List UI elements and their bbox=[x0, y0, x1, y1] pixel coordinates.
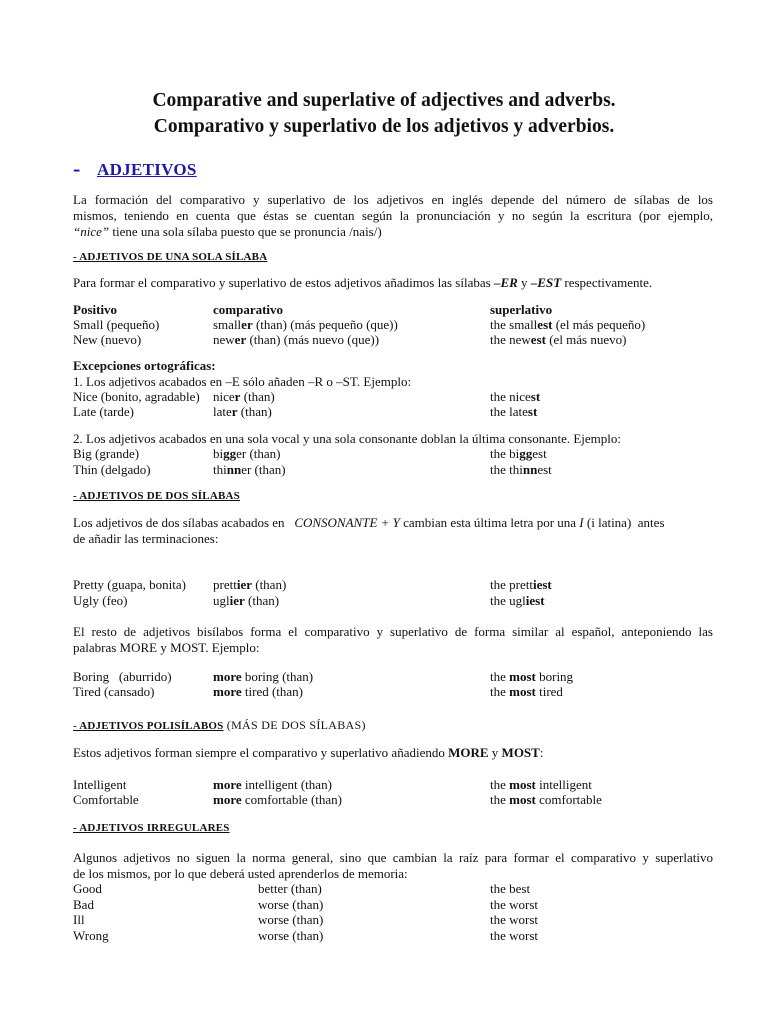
stem: thi bbox=[213, 462, 227, 477]
heading-two-syllables: - ADJETIVOS DE DOS SÍLABAS bbox=[73, 490, 240, 502]
rule-text: Los adjetivos de dos sílabas acabados en bbox=[73, 515, 295, 530]
row-new-positive: New (nuevo) bbox=[73, 332, 142, 347]
row-comfortable-superlative bbox=[490, 792, 602, 808]
stem: the small bbox=[490, 317, 538, 332]
rule-text-after: respectivamente. bbox=[561, 275, 653, 290]
suffix: ier bbox=[229, 593, 245, 608]
gloss: boring bbox=[535, 669, 574, 684]
gloss: comfortable bbox=[535, 792, 602, 807]
row-nice-positive: Nice (bonito, agradable) bbox=[73, 389, 200, 404]
intro-line-2: mismos, teniendo en cuenta que éstas se cuentan según la pronunciación y no según la escritura (por ejemplo, bbox=[73, 208, 713, 223]
doubled-consonant: gg bbox=[519, 446, 533, 461]
stem: the bi bbox=[490, 446, 520, 461]
stem: ugl bbox=[213, 593, 230, 608]
stem: the prett bbox=[490, 577, 533, 592]
rule-text: cambian esta última letra por una bbox=[399, 515, 580, 530]
suffix: er bbox=[234, 332, 247, 347]
gloss: (than) bbox=[240, 389, 275, 404]
most-word: most bbox=[509, 792, 536, 807]
row-ugly-positive: Ugly (feo) bbox=[73, 593, 128, 608]
more-word: more bbox=[213, 792, 242, 807]
title-spanish: Comparativo y superlativo de los adjetivos y adverbios. bbox=[153, 116, 615, 137]
intro-line-3 bbox=[73, 224, 713, 240]
gloss: (than) bbox=[244, 593, 280, 608]
rule-text-before: Para formar el comparativo y superlativo de estos adjetivos añadimos las sílabas bbox=[73, 275, 494, 290]
stem: the late bbox=[490, 404, 528, 419]
bisyllabic-line-2: palabras MORE y MOST. Ejemplo: bbox=[73, 640, 260, 655]
gloss: (than) bbox=[251, 577, 287, 592]
row-small-superlative bbox=[490, 317, 645, 333]
consonant-y: CONSONANTE + Y bbox=[294, 515, 400, 530]
bisyllabic-line-1: El resto de adjetivos bisílabos forma el comparativo y superlativo de forma similar al español, anteponiendo las bbox=[73, 624, 713, 639]
article: the bbox=[490, 684, 510, 699]
row-small-positive: Small (pequeño) bbox=[73, 317, 160, 332]
gloss: (than) (más nuevo (que)) bbox=[246, 332, 380, 347]
gloss: tired (than) bbox=[241, 684, 304, 699]
exception-rule-2: 2. Los adjetivos acabados en una sola vocal y una sola consonante doblan la última consonante. Ejemplo: bbox=[73, 431, 622, 446]
suffix: ier bbox=[236, 577, 252, 592]
doubled-consonant: nn bbox=[522, 462, 538, 477]
gloss: er (than) bbox=[241, 462, 286, 477]
stem: the new bbox=[490, 332, 531, 347]
most-word: most bbox=[509, 669, 536, 684]
gloss: (el más pequeño) bbox=[552, 317, 646, 332]
row-pretty-positive: Pretty (guapa, bonita) bbox=[73, 577, 186, 592]
gloss: boring (than) bbox=[241, 669, 314, 684]
suffix: est bbox=[530, 332, 546, 347]
rule-text: (i latina) antes bbox=[583, 515, 665, 530]
gloss: (el más nuevo) bbox=[545, 332, 627, 347]
polysyllabic-rule bbox=[73, 745, 543, 761]
suffix: st bbox=[527, 404, 538, 419]
stem: prett bbox=[213, 577, 237, 592]
article: the bbox=[490, 777, 510, 792]
row-good-superlative: the best bbox=[490, 881, 531, 896]
heading-exceptions: Excepciones ortográficas: bbox=[73, 358, 216, 373]
suffix: r bbox=[231, 404, 238, 419]
intro-paragraph bbox=[73, 192, 713, 240]
row-comfortable-positive: Comfortable bbox=[73, 792, 139, 807]
gloss: (than) (más pequeño (que)) bbox=[252, 317, 398, 332]
row-nice-superlative bbox=[490, 389, 540, 405]
header-superlativo: superlativo bbox=[490, 302, 553, 317]
row-tired-superlative bbox=[490, 684, 563, 700]
row-thin-comparative bbox=[213, 462, 286, 478]
heading-irregular: - ADJETIVOS IRREGULARES bbox=[73, 822, 230, 834]
article: the bbox=[490, 669, 510, 684]
row-comfortable-comparative bbox=[213, 792, 342, 808]
rule-text: Estos adjetivos forman siempre el comparativo y superlativo añadiendo bbox=[73, 745, 449, 760]
intro-line-1: La formación del comparativo y superlativo de los adjetivos en inglés depende del número de sílabas de los bbox=[73, 192, 713, 207]
one-syllable-rule bbox=[73, 275, 652, 291]
row-late-positive: Late (tarde) bbox=[73, 404, 134, 419]
stem: nice bbox=[213, 389, 235, 404]
doubled-consonant: nn bbox=[226, 462, 242, 477]
most-word: MOST bbox=[501, 745, 540, 760]
gloss: er (than) bbox=[236, 446, 281, 461]
more-word: more bbox=[213, 669, 242, 684]
row-boring-superlative bbox=[490, 669, 573, 685]
article: the bbox=[490, 792, 510, 807]
row-pretty-comparative bbox=[213, 577, 286, 593]
section-title-adjetivos: ADJETIVOS bbox=[97, 160, 197, 179]
gloss: tired bbox=[535, 684, 563, 699]
row-bad-positive: Bad bbox=[73, 897, 94, 912]
row-bad-comparative: worse (than) bbox=[258, 897, 324, 912]
row-big-positive: Big (grande) bbox=[73, 446, 140, 461]
gloss: intelligent bbox=[535, 777, 592, 792]
stem: small bbox=[213, 317, 242, 332]
row-new-comparative bbox=[213, 332, 379, 348]
row-pretty-superlative bbox=[490, 577, 552, 593]
row-intelligent-positive: Intelligent bbox=[73, 777, 127, 792]
stem: the thi bbox=[490, 462, 523, 477]
gloss: comfortable (than) bbox=[241, 792, 342, 807]
rule-and: y bbox=[488, 745, 502, 760]
suffix: est bbox=[537, 317, 553, 332]
row-ugly-superlative bbox=[490, 593, 545, 609]
more-word: more bbox=[213, 684, 242, 699]
row-late-comparative bbox=[213, 404, 272, 420]
heading-polysyllabic bbox=[73, 716, 366, 734]
bisyllabic-paragraph bbox=[73, 624, 713, 656]
row-ill-positive: Ill bbox=[73, 912, 85, 927]
row-thin-positive: Thin (delgado) bbox=[73, 462, 151, 477]
stem: late bbox=[213, 404, 232, 419]
row-ill-comparative: worse (than) bbox=[258, 912, 324, 927]
row-big-comparative bbox=[213, 446, 281, 462]
row-ill-superlative: the worst bbox=[490, 912, 539, 927]
row-wrong-comparative: worse (than) bbox=[258, 928, 324, 943]
irregular-line-1: Algunos adjetivos no siguen la norma general, sino que cambian la raíz para formar el comparativo y superlativo bbox=[73, 850, 713, 865]
suffix: r bbox=[234, 389, 241, 404]
row-intelligent-superlative bbox=[490, 777, 592, 793]
rule-and: y bbox=[517, 275, 531, 290]
doubled-consonant: gg bbox=[223, 446, 237, 461]
two-syllables-rule-line-2: de añadir las terminaciones: bbox=[73, 531, 219, 546]
row-late-superlative bbox=[490, 404, 537, 420]
row-new-superlative bbox=[490, 332, 626, 348]
row-thin-superlative bbox=[490, 462, 552, 478]
heading-text: - ADJETIVOS POLISÍLABOS bbox=[73, 720, 224, 732]
suffix: iest bbox=[532, 577, 552, 592]
suffix: est bbox=[532, 446, 547, 461]
irregular-paragraph bbox=[73, 850, 713, 882]
stem: the nice bbox=[490, 389, 531, 404]
stem: bi bbox=[213, 446, 224, 461]
row-small-comparative bbox=[213, 317, 398, 333]
header-positivo: Positivo bbox=[73, 302, 118, 317]
gloss: intelligent (than) bbox=[241, 777, 332, 792]
est-suffix: –EST bbox=[530, 275, 562, 290]
two-syllables-rule-line-1 bbox=[73, 515, 665, 531]
row-good-positive: Good bbox=[73, 881, 102, 896]
more-word: more bbox=[213, 777, 242, 792]
more-word: MORE bbox=[448, 745, 489, 760]
heading-one-syllable: - ADJETIVOS DE UNA SOLA SÍLABA bbox=[73, 251, 268, 263]
heading-note: (MÁS DE DOS SÍLABAS) bbox=[223, 718, 366, 732]
row-ugly-comparative bbox=[213, 593, 279, 609]
suffix: er bbox=[241, 317, 253, 332]
row-wrong-positive: Wrong bbox=[73, 928, 109, 943]
suffix: iest bbox=[525, 593, 545, 608]
exception-rule-1: 1. Los adjetivos acabados en –E sólo añaden –R o –ST. Ejemplo: bbox=[73, 374, 412, 389]
row-wrong-superlative: the worst bbox=[490, 928, 539, 943]
row-good-comparative: better (than) bbox=[258, 881, 322, 896]
er-suffix: –ER bbox=[493, 275, 518, 290]
row-bad-superlative: the worst bbox=[490, 897, 539, 912]
suffix: st bbox=[530, 389, 541, 404]
row-nice-comparative bbox=[213, 389, 275, 405]
row-boring-positive: Boring (aburrido) bbox=[73, 669, 172, 684]
letter-i: I bbox=[579, 515, 584, 530]
nice-example: “nice” bbox=[73, 224, 110, 239]
gloss: (than) bbox=[237, 404, 272, 419]
row-big-superlative bbox=[490, 446, 547, 462]
row-tired-comparative bbox=[213, 684, 303, 700]
suffix: est bbox=[537, 462, 552, 477]
row-boring-comparative bbox=[213, 669, 313, 685]
row-tired-positive: Tired (cansado) bbox=[73, 684, 155, 699]
stem: the ugl bbox=[490, 593, 526, 608]
most-word: most bbox=[509, 777, 536, 792]
title-english: Comparative and superlative of adjectives and adverbs. bbox=[152, 90, 616, 111]
most-word: most bbox=[509, 684, 536, 699]
section-dash: - bbox=[73, 156, 81, 181]
intro-line-3-rest: tiene una sola sílaba puesto que se pronuncia /nais/) bbox=[109, 224, 382, 239]
header-comparativo: comparativo bbox=[213, 302, 284, 317]
irregular-line-2: de los mismos, por lo que deberá usted aprenderlos de memoria: bbox=[73, 866, 408, 881]
row-intelligent-comparative bbox=[213, 777, 332, 793]
colon: : bbox=[539, 745, 544, 760]
stem: new bbox=[213, 332, 235, 347]
